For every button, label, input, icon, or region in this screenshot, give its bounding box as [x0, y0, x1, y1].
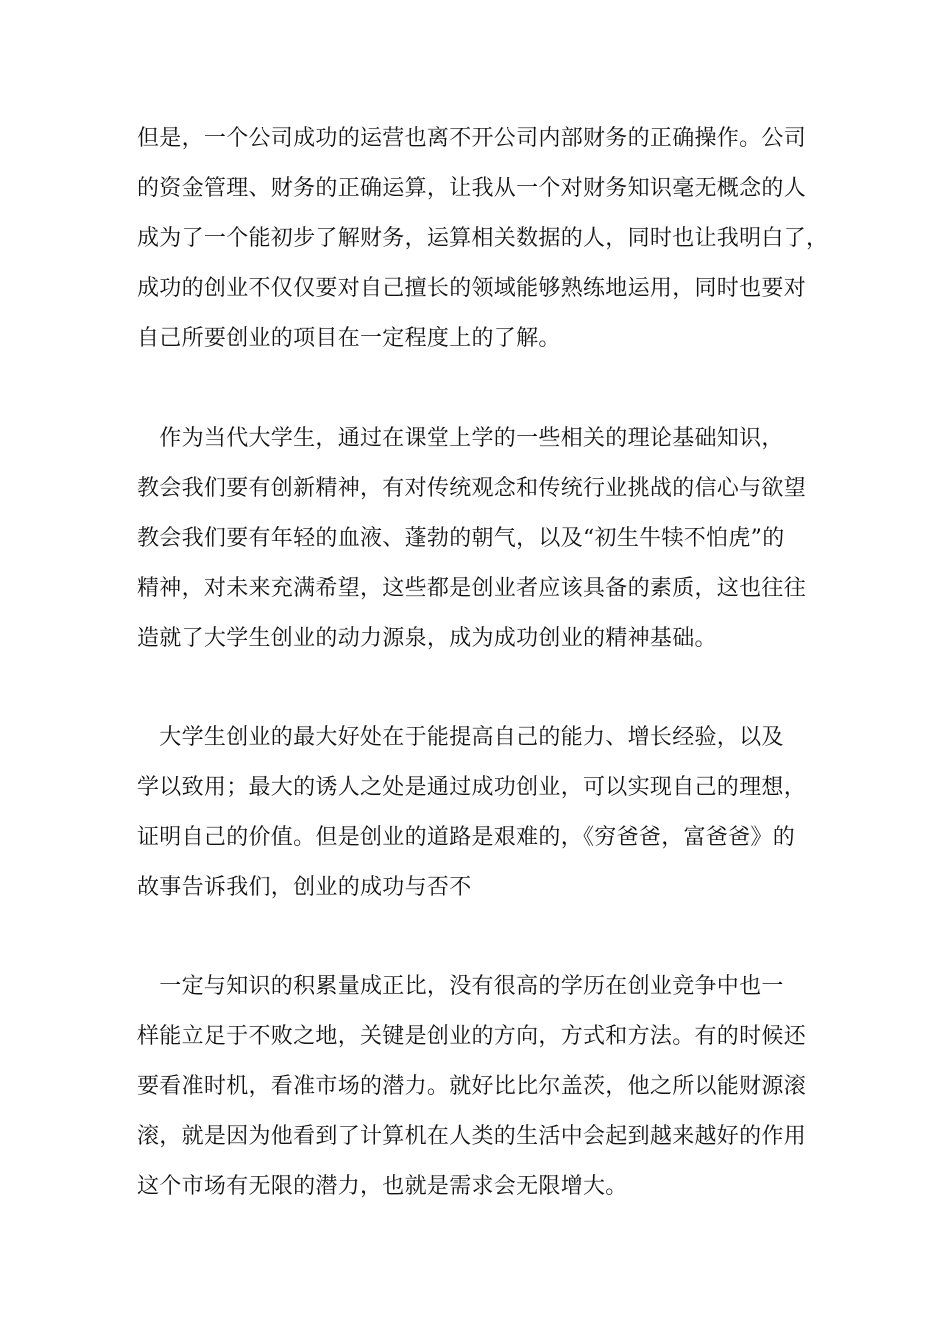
text-line: 教会我们要有创新精神，有对传统观念和传统行业挑战的信心与欲望 — [137, 476, 807, 501]
paragraph-knowledge-opportunity — [137, 962, 837, 1212]
text-line: 一定与知识的积累量成正比，没有很高的学历在创业竞争中也一 — [137, 974, 784, 999]
text-line: 这个市场有无限的潜力，也就是需求会无限增大。 — [137, 1174, 628, 1199]
text-line: 精神，对未来充满希望，这些都是创业者应该具备的素质，这也往往 — [137, 576, 807, 601]
paragraph-financial-management — [137, 114, 837, 364]
paragraph-student-spirit — [137, 414, 837, 664]
text-line: 教会我们要有年轻的血液、蓬勃的朝气，以及“初生牛犊不怕虎”的 — [137, 526, 785, 551]
text-line: 但是，一个公司成功的运营也离不开公司内部财务的正确操作。公司 — [137, 126, 807, 151]
text-line: 成功的创业不仅仅要对自己擅长的领域能够熟练地运用，同时也要对 — [137, 276, 807, 301]
text-line: 样能立足于不败之地，关键是创业的方向，方式和方法。有的时候还 — [137, 1024, 807, 1049]
text-line: 的资金管理、财务的正确运算，让我从一个对财务知识毫无概念的人 — [137, 176, 807, 201]
text-line: 滚，就是因为他看到了计算机在人类的生活中会起到越来越好的作用 — [137, 1124, 807, 1149]
text-line: 学以致用；最大的诱人之处是通过成功创业，可以实现自己的理想， — [137, 775, 807, 800]
text-line: 造就了大学生创业的动力源泉，成为成功创业的精神基础。 — [137, 626, 717, 651]
text-line: 作为当代大学生，通过在课堂上学的一些相关的理论基础知识， — [137, 426, 784, 451]
text-line: 自己所要创业的项目在一定程度上的了解。 — [137, 326, 561, 351]
text-line: 要看准时机，看准市场的潜力。就好比比尔盖茨，他之所以能财源滚 — [137, 1074, 807, 1099]
text-line: 成为了一个能初步了解财务，运算相关数据的人，同时也让我明白了， — [137, 226, 829, 251]
text-line: 故事告诉我们，创业的成功与否不 — [137, 875, 472, 900]
paragraph-benefits — [137, 713, 837, 913]
text-line: 大学生创业的最大好处在于能提高自己的能力、增长经验，以及 — [137, 725, 784, 750]
text-line: 证明自己的价值。但是创业的道路是艰难的，《穷爸爸，富爸爸》的 — [137, 825, 796, 850]
